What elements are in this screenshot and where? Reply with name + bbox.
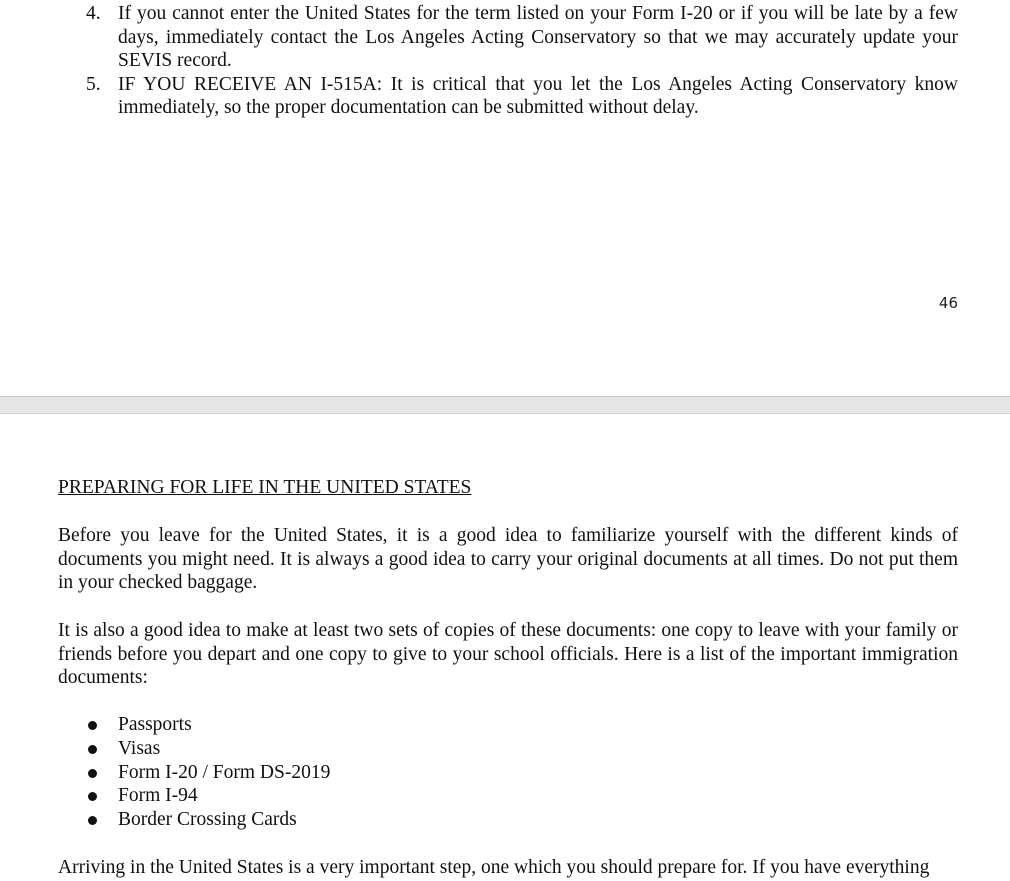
list-item-text: Passports (118, 714, 192, 735)
list-item (58, 2, 958, 73)
intro-paragraph: Before you leave for the United States, it is a good idea to familiarize yourself with the different kinds of documents you might need. It is always a good idea to carry your original documents at all times. Do not put them in your checked baggage. (58, 525, 958, 594)
bullet-icon (88, 816, 97, 825)
list-item-text: Form I-20 / Form DS-2019 (118, 761, 331, 783)
list-item-text: If you cannot enter the United States for the term listed on your Form I-20 or if you will be late by a few days, immediately contact the Los Angeles Acting Conservatory so that we may accurately update your SEVIS record. (118, 3, 958, 72)
bullet-icon (88, 745, 97, 754)
list-item-number: 4. (86, 3, 101, 24)
list-item-text: Visas (118, 737, 161, 759)
page-number: 46 (938, 294, 958, 312)
list-item (58, 784, 330, 808)
bullet-icon (88, 769, 97, 778)
list-item-number: 5. (86, 73, 101, 95)
list-item (58, 713, 330, 737)
list-item-text: Form I-94 (118, 785, 198, 807)
list-item (58, 808, 330, 832)
arrival-paragraph: Arriving in the United States is a very important step, one which you should prepare for. If you have everything (58, 857, 930, 878)
list-item-text: IF YOU RECEIVE AN I-515A: It is critical that you let the Los Angeles Acting Conservatory know immediately, so the proper documentation can be submitted without delay. (118, 73, 958, 119)
list-item (58, 761, 330, 785)
page-separator (0, 396, 1010, 414)
bullet-icon (88, 721, 97, 730)
documents-bullet-list (58, 713, 330, 832)
bullet-icon (88, 792, 97, 801)
numbered-instructions-list (58, 2, 958, 120)
document-page-47 (0, 414, 1010, 881)
list-item (58, 73, 958, 120)
list-item (58, 737, 330, 761)
list-item-text: Border Crossing Cards (118, 809, 297, 831)
copies-paragraph: It is also a good idea to make at least two sets of copies of these documents: one copy to leave with your family or friends before you depart and one copy to give to your school officials. Here is a list of the important immigration documents: (58, 620, 958, 689)
section-heading: PREPARING FOR LIFE IN THE UNITED STATES (58, 477, 472, 498)
document-page-46 (0, 0, 1010, 396)
